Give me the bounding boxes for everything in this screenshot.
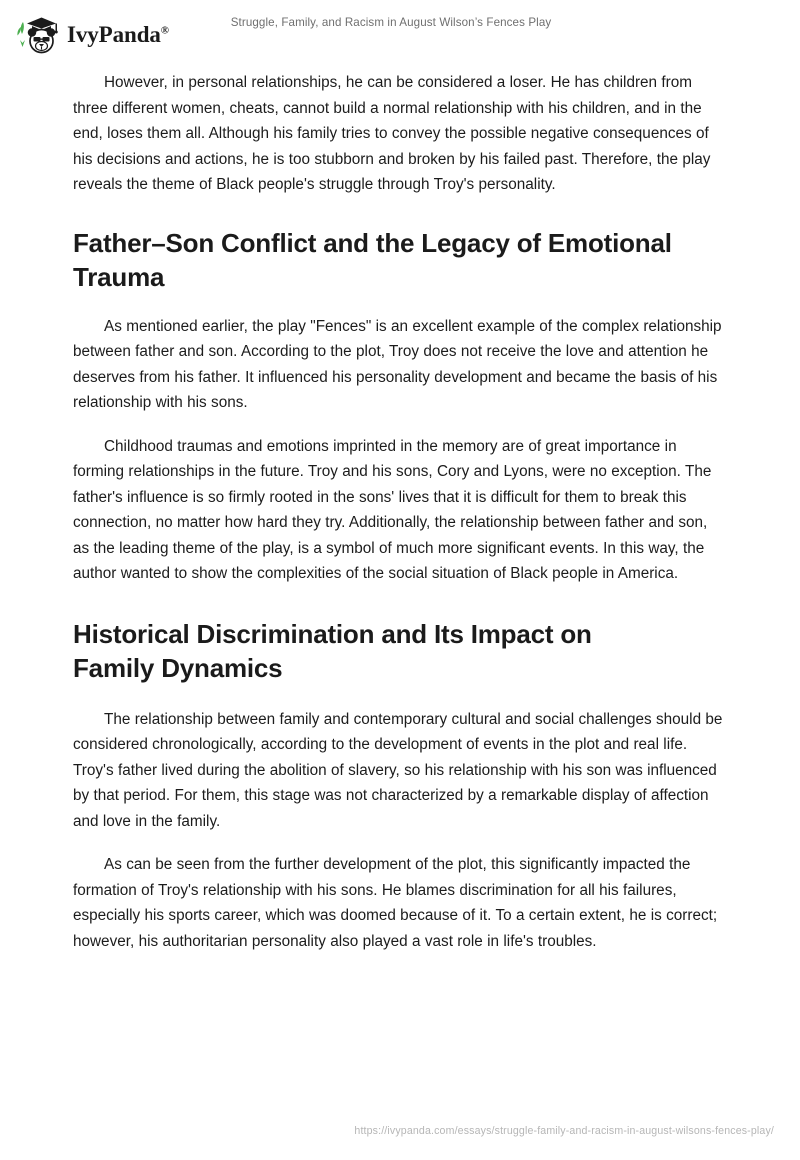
document-content bbox=[73, 70, 723, 954]
source-url-footer[interactable]: https://ivypanda.com/essays/struggle-family-and-racism-in-august-wilsons-fences-play/ bbox=[354, 1125, 774, 1137]
paragraph: As mentioned earlier, the play "Fences" is an excellent example of the complex relationship between father and son. According to the plot, Troy does not receive the love and attention he deserves from his father. It influenced his personality development and became the basis of his relationship with his sons. bbox=[73, 317, 722, 411]
section-heading-father-son-conflict: Father–Son Conflict and the Legacy of Emotional Trauma bbox=[73, 227, 672, 292]
paragraph: Childhood traumas and emotions imprinted in the memory are of great importance in forming relationships in the future. Troy and his sons, Cory and Lyons, were no exception. The father's influence is so firmly rooted in the sons' lives that it is difficult for them to break this connection, no matter how hard they try. Additionally, the relationship between father and son, as the leading theme of the play, is a symbol of much more significant events. In this way, the author wanted to show the complexities of the social situation of Black people in America. bbox=[73, 437, 712, 582]
paragraph: The relationship between family and contemporary cultural and social challenges should be considered chronologically, according to the development of events in the plot and real life. Troy's father lived during the abolition of slavery, so his relationship with his son was influenced by that period. For them, this stage was not characterized by a remarkable display of affection and love in the family. bbox=[73, 710, 723, 830]
paragraph: As can be seen from the further development of the plot, this significantly impacted the formation of Troy's relationship with his sons. He blames discrimination for all his failures, especially his sports career, which was doomed because of it. To a certain extent, he is correct; however, his authoritarian personality also played a vast role in life's troubles. bbox=[73, 856, 718, 950]
page-header bbox=[0, 0, 800, 62]
paragraph: However, in personal relationships, he can be considered a loser. He has children from three different women, cheats, cannot build a normal relationship with his children, and in the end, loses them all. Although his family tries to convey the possible negative consequences of his decisions and actions, he is too stubborn and broken by his failed past. Therefore, the play reveals the theme of Black people's struggle through Troy's personality. bbox=[73, 74, 711, 193]
registered-trademark-mark: ® bbox=[160, 23, 169, 36]
brand-name-text: IvyPanda bbox=[67, 21, 161, 47]
document-title: Struggle, Family, and Racism in August Wilson’s Fences Play bbox=[230, 16, 552, 29]
section-heading-historical-discrimination: Historical Discrimination and Its Impact on Family Dynamics bbox=[73, 618, 592, 683]
